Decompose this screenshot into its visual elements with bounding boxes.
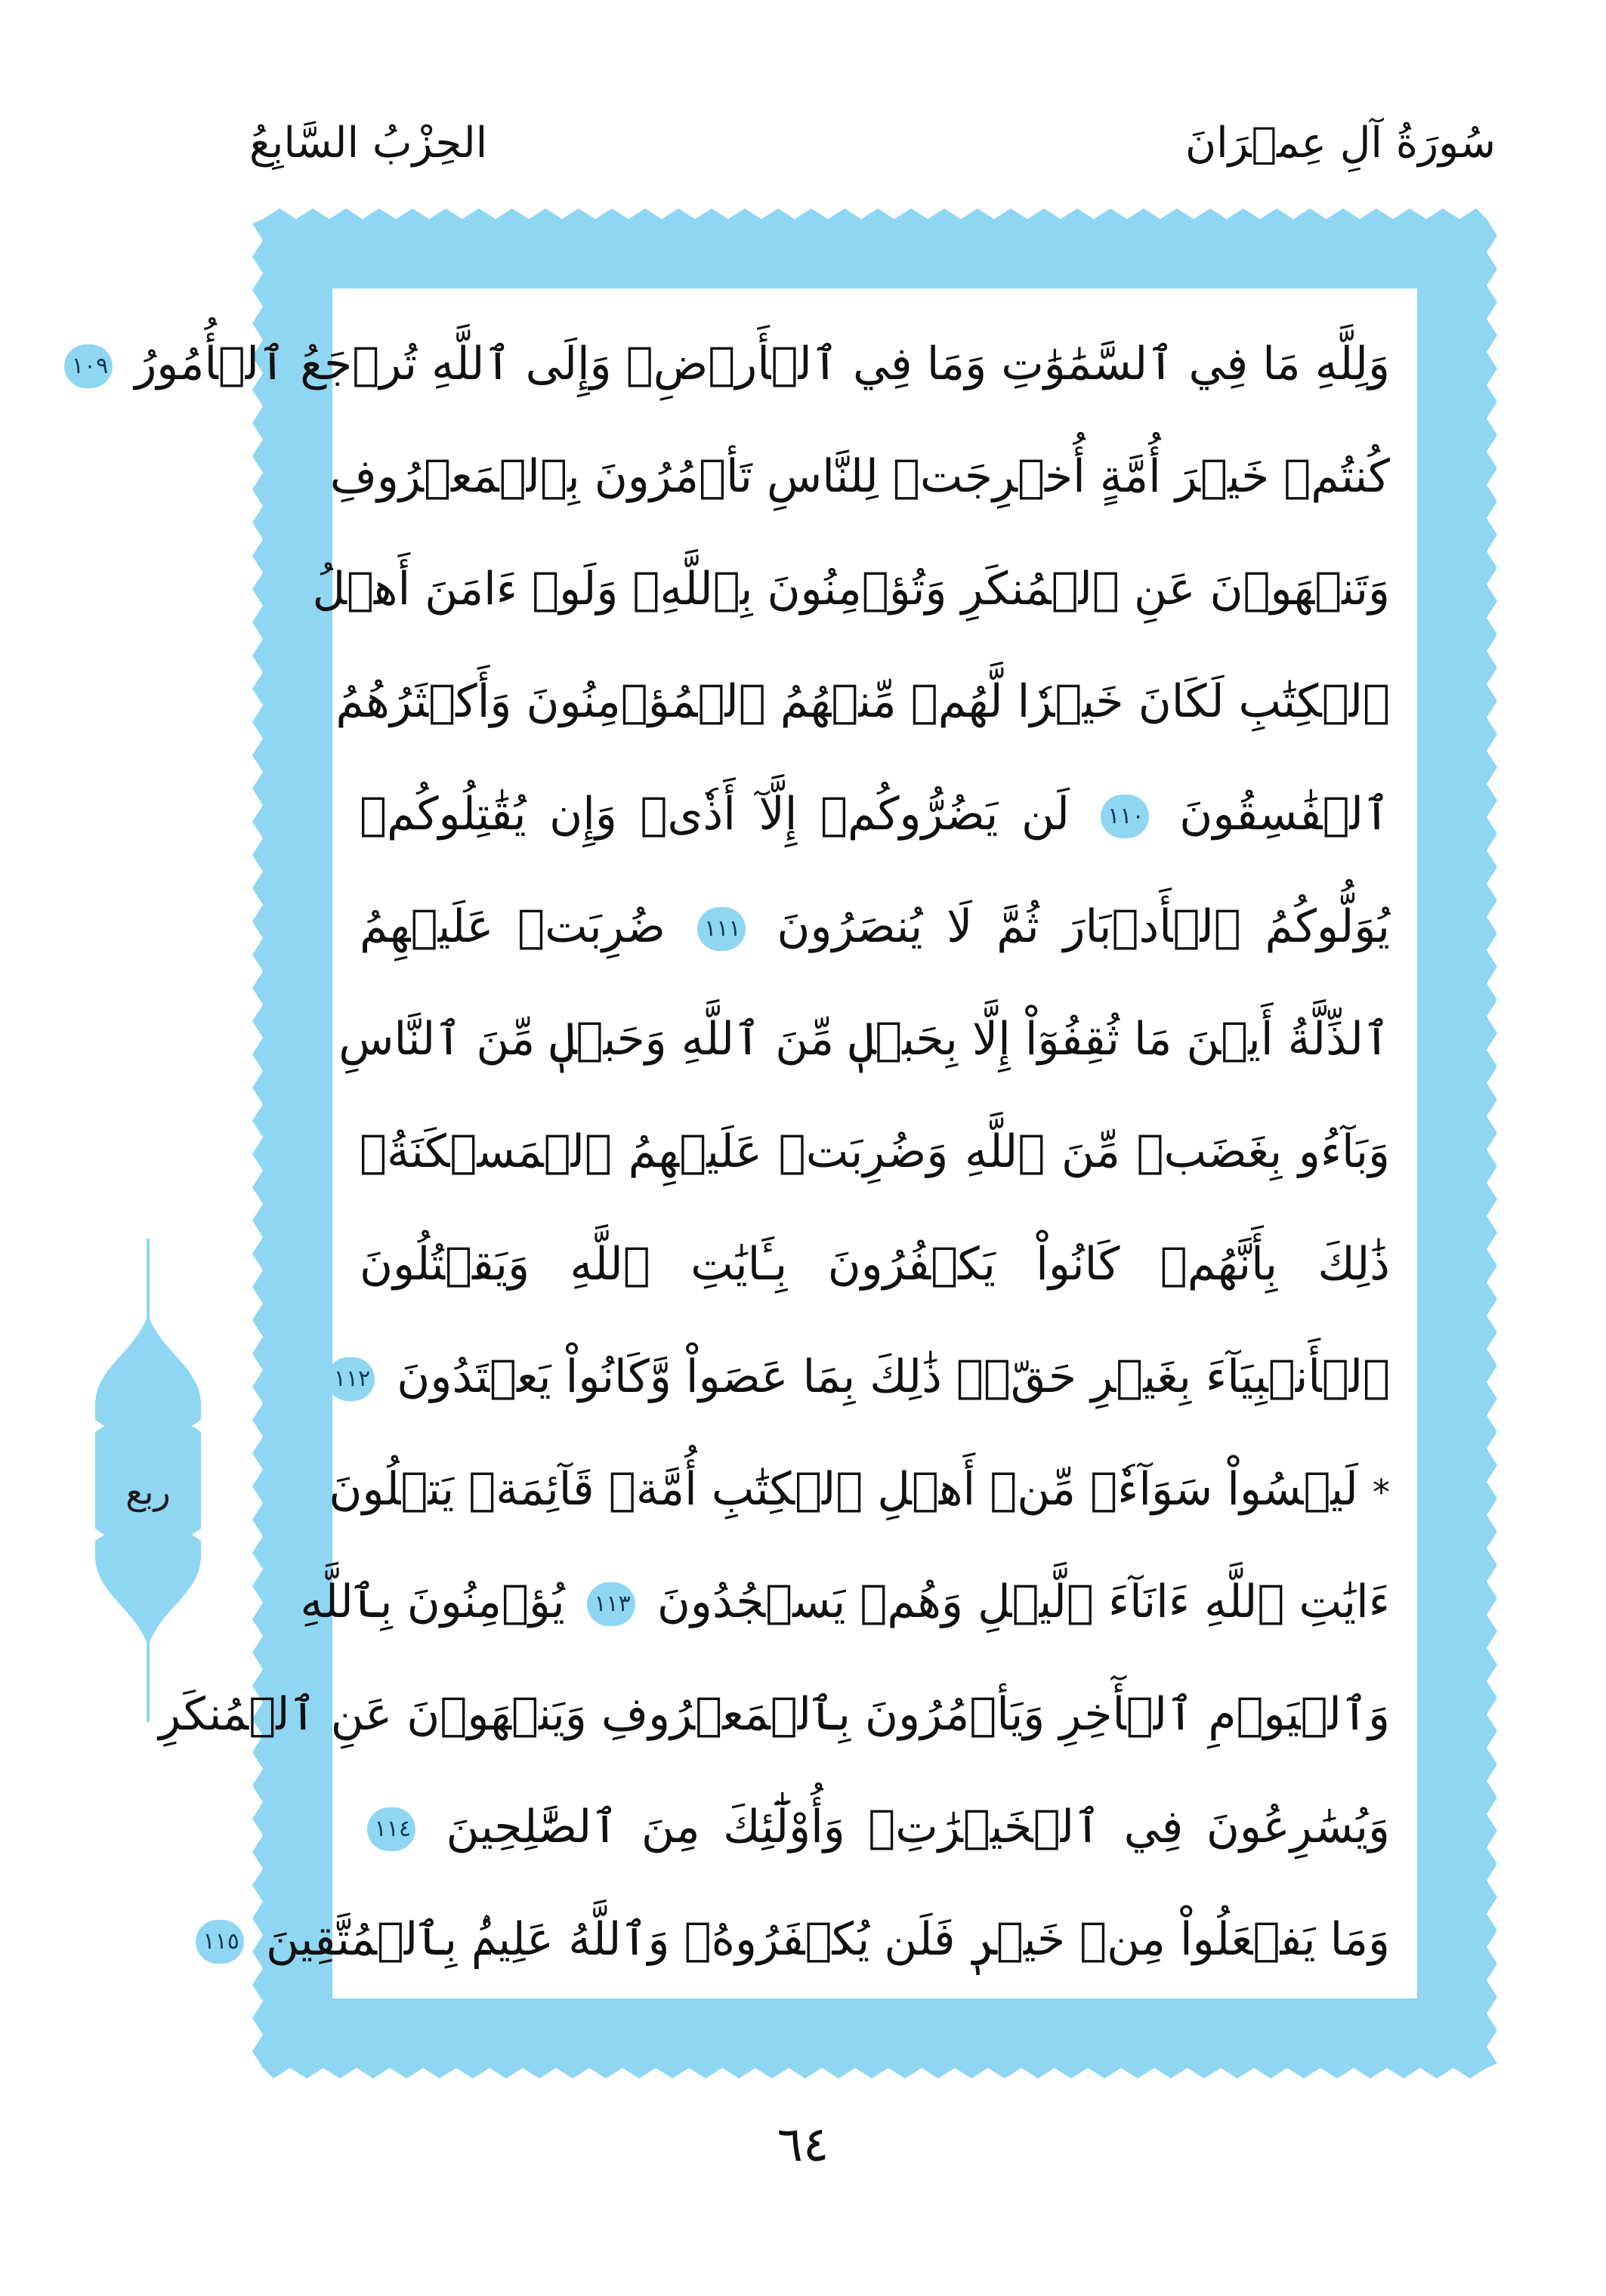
text-line [300, 1546, 1390, 1659]
text-line [360, 1208, 1390, 1321]
verse-text: ٱلۡفَٰسِقُونَ [1179, 788, 1391, 841]
verse-text: كُنتُمۡ خَيۡرَ أُمَّةٍ أُخۡرِجَتۡ لِلنَّاسِ تَأۡمُرُونَ بِٱلۡمَعۡرُوفِ [329, 450, 1390, 503]
ayah-number-marker: ١١٢ [326, 1357, 375, 1401]
text-line [360, 871, 1390, 983]
hizb-title: الحِزْبُ السَّابِعُ [249, 119, 488, 168]
verse-text: يُوَلُّوكُمُ ٱلۡأَدۡبَارَ ثُمَّ لَا يُنصَرُونَ [777, 900, 1391, 953]
rub-marker-label: ربع [125, 1471, 171, 1512]
verse-text: ءَايَٰتِ ٱللَّهِ ءَانَآءَ ٱلَّيۡلِ وَهُمۡ يَسۡجُدُونَ [656, 1575, 1390, 1628]
page-number: ٦٤ [777, 2117, 829, 2173]
text-line [335, 646, 1390, 758]
text-line [71, 308, 1390, 421]
text-line [159, 1659, 1390, 1771]
verse-text: وَيُسَٰرِعُونَ فِي ٱلۡخَيۡرَٰتِۖ وَأُوْلَٰٓئِكَ مِنَ ٱلصَّٰلِحِينَ [446, 1801, 1391, 1853]
page-header [249, 113, 1496, 181]
verse-text: ٱلذِّلَّةُ أَيۡنَ مَا ثُقِفُوٓاْ إِلَّا بِحَبۡلٖ مِّنَ ٱللَّهِ وَحَبۡلٖ مِّنَ ٱلنَّاسِ [338, 1013, 1390, 1066]
verse-text: وَلِلَّهِ مَا فِي ٱلسَّمَٰوَٰتِ وَمَا فِي ٱلۡأَرۡضِۚ وَإِلَى ٱللَّهِ تُرۡجَعُ ٱلۡأُمُورُ [134, 338, 1390, 390]
ayah-number-marker: ١٠٩ [64, 344, 113, 388]
verse-text: ٱلۡأَنۢبِيَآءَ بِغَيۡرِ حَقّٖۚ ذَٰلِكَ بِمَا عَصَواْ وَّكَانُواْ يَعۡتَدُونَ [397, 1350, 1390, 1403]
verse-text: وَمَا يَفۡعَلُواْ مِنۡ خَيۡرٖ فَلَن يُكۡفَرُوهُۗ وَٱللَّهُ عَلِيمُۢ بِٱلۡمُتَّقِينَ [265, 1913, 1390, 1966]
text-line [360, 1096, 1390, 1208]
ayah-number-marker: ١١١ [697, 907, 746, 951]
ayah-number-marker: ١١٤ [367, 1807, 415, 1851]
verse-text: لَن يَضُرُّوكُمۡ إِلَّآ أَذٗىۖ وَإِن يُقَٰتِلُوكُمۡ [360, 788, 1070, 841]
verse-text: ٱلۡكِتَٰبِ لَكَانَ خَيۡرٗا لَّهُمۚ مِّنۡهُمُ ٱلۡمُؤۡمِنُونَ وَأَكۡثَرُهُمُ [335, 675, 1390, 728]
verse-text: لَيۡسُواْ سَوَآءٗۗ مِّنۡ أَهۡلِ ٱلۡكِتَٰبِ أُمَّةٞ قَآئِمَةٞ يَتۡلُونَ [329, 1463, 1358, 1516]
verse-text: وَبَآءُو بِغَضَبٖ مِّنَ ٱللَّهِ وَضُرِبَتۡ عَلَيۡهِمُ ٱلۡمَسۡكَنَةُۚ [360, 1125, 1390, 1178]
ayah-number-marker: ١١٣ [587, 1582, 635, 1626]
text-line [360, 1771, 1390, 1884]
ayah-number-marker: ١١٥ [196, 1920, 244, 1964]
text-line [333, 1321, 1390, 1433]
text-line [202, 1884, 1390, 1996]
text-line [312, 533, 1390, 646]
verse-text: ذَٰلِكَ بِأَنَّهُمۡ كَانُواْ يَكۡفُرُونَ بِـَٔايَٰتِ ٱللَّهِ وَيَقۡتُلُونَ [360, 1238, 1390, 1291]
text-line [338, 983, 1390, 1096]
surah-title: سُورَةُ آلِ عِمۡرَانَ [1184, 119, 1496, 168]
text-line [329, 1433, 1390, 1546]
ayah-number-marker: ١١٠ [1101, 795, 1149, 838]
verse-text: وَتَنۡهَوۡنَ عَنِ ٱلۡمُنكَرِ وَتُؤۡمِنُونَ بِٱللَّهِۗ وَلَوۡ ءَامَنَ أَهۡلُ [312, 563, 1390, 616]
verse-text: يُؤۡمِنُونَ بِٱللَّهِ [300, 1575, 565, 1628]
verse-text: وَٱلۡيَوۡمِ ٱلۡأٓخِرِ وَيَأۡمُرُونَ بِٱلۡمَعۡرُوفِ وَيَنۡهَوۡنَ عَنِ ٱلۡمُنكَرِ [159, 1688, 1390, 1741]
section-star-icon: * [1373, 1472, 1390, 1513]
text-line [329, 421, 1390, 533]
text-line [360, 758, 1390, 871]
verse-text: ضُرِبَتۡ عَلَيۡهِمُ [360, 900, 666, 953]
